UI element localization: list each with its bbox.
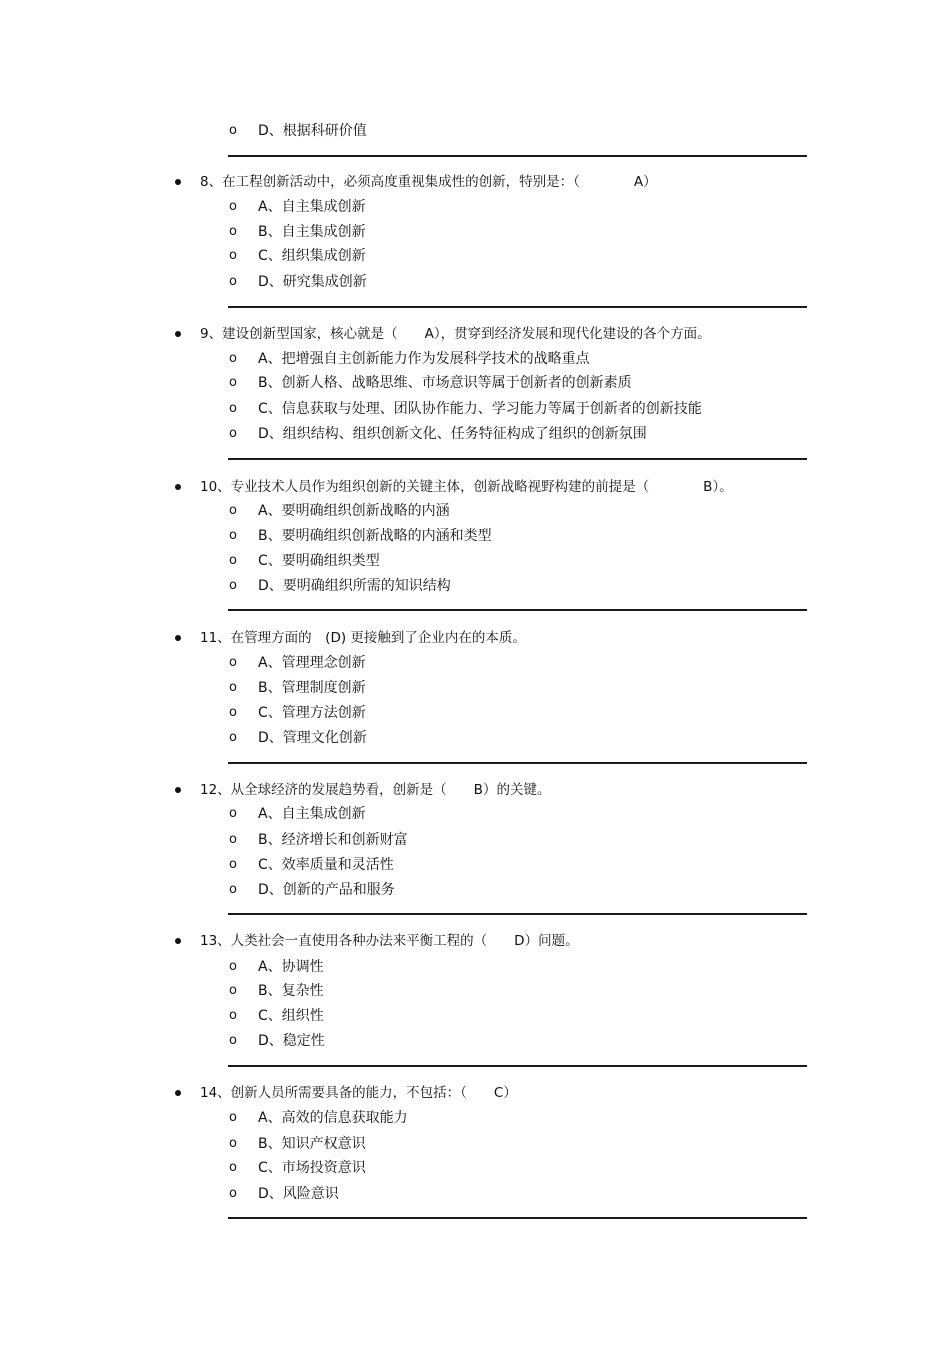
- list-item: [0, 728, 700, 748]
- question-stem: [0, 931, 900, 951]
- sub-bullet: o: [229, 578, 237, 593]
- sub-bullet: o: [229, 224, 237, 239]
- question-stem: [0, 172, 900, 192]
- option-text: B、管理制度创新: [258, 680, 366, 696]
- sub-bullet: o: [229, 528, 237, 543]
- question-stem: [0, 477, 900, 497]
- question-stem: [0, 1083, 900, 1103]
- sub-bullet: o: [229, 351, 237, 366]
- sub-bullet: o: [229, 375, 237, 390]
- divider: [228, 155, 807, 157]
- list-item: [0, 703, 700, 723]
- bullet-icon: [175, 484, 181, 490]
- option-text: B、经济增长和创新财富: [258, 832, 408, 848]
- bullet-icon: [175, 1090, 181, 1096]
- divider: [228, 1217, 807, 1219]
- bullet-icon: [175, 179, 181, 185]
- list-item: [0, 880, 700, 900]
- option-text: A、要明确组织创新战略的内涵: [258, 503, 450, 519]
- question-text: 8、在工程创新活动中，必须高度重视集成性的创新，特别是：（ A）: [200, 174, 657, 190]
- list-item: [0, 678, 700, 698]
- sub-bullet: o: [229, 426, 237, 441]
- list-item: [0, 1108, 700, 1128]
- bullet-icon: [175, 331, 181, 337]
- list-item: [0, 222, 700, 242]
- sub-bullet: o: [229, 248, 237, 263]
- option-text: D、管理文化创新: [258, 730, 367, 746]
- option-text: C、组织集成创新: [258, 248, 366, 264]
- divider: [228, 762, 807, 764]
- list-item: [0, 526, 700, 546]
- sub-bullet: o: [229, 401, 237, 416]
- sub-bullet: o: [229, 274, 237, 289]
- option-text: D、要明确组织所需的知识结构: [258, 578, 451, 594]
- option-text: A、高效的信息获取能力: [258, 1110, 408, 1126]
- option-text: C、市场投资意识: [258, 1160, 366, 1176]
- sub-bullet: o: [229, 680, 237, 695]
- option-text: C、要明确组织类型: [258, 553, 380, 569]
- list-item: [0, 1006, 700, 1026]
- option-text: C、效率质量和灵活性: [258, 857, 394, 873]
- option-text: D、稳定性: [258, 1033, 325, 1049]
- sub-bullet: o: [229, 1186, 237, 1201]
- option-text: D、创新的产品和服务: [258, 882, 395, 898]
- option-text: A、自主集成创新: [258, 806, 366, 822]
- question-text: 10、专业技术人员作为组织创新的关键主体，创新战略视野构建的前提是（ B）。: [200, 479, 733, 495]
- sub-bullet: o: [229, 983, 237, 998]
- divider: [228, 913, 807, 915]
- list-item: [0, 981, 700, 1001]
- list-item: [0, 399, 700, 419]
- list-item: [0, 653, 700, 673]
- option-text: D、根据科研价值: [258, 123, 367, 139]
- option-text: D、风险意识: [258, 1186, 339, 1202]
- list-item: [0, 246, 700, 266]
- question-stem: [0, 780, 900, 800]
- question-text: 12、从全球经济的发展趋势看，创新是（ B）的关键。: [200, 782, 551, 798]
- list-item: [0, 197, 700, 217]
- sub-bullet: o: [229, 1160, 237, 1175]
- list-item: [0, 804, 700, 824]
- sub-bullet: o: [229, 857, 237, 872]
- sub-bullet: o: [229, 1033, 237, 1048]
- sub-bullet: o: [229, 832, 237, 847]
- list-item: [0, 1134, 700, 1154]
- sub-bullet: o: [229, 503, 237, 518]
- list-item: [0, 272, 700, 292]
- list-item: [0, 1184, 700, 1204]
- list-item: [0, 551, 700, 571]
- list-item: [0, 373, 700, 393]
- list-item: [0, 1158, 700, 1178]
- option-text: B、知识产权意识: [258, 1136, 366, 1152]
- sub-bullet: o: [229, 553, 237, 568]
- sub-bullet: o: [229, 655, 237, 670]
- list-item: [0, 830, 700, 850]
- divider: [228, 1065, 807, 1067]
- option-text: B、要明确组织创新战略的内涵和类型: [258, 528, 492, 544]
- question-text: 13、人类社会一直使用各种办法来平衡工程的（ D）问题。: [200, 933, 579, 949]
- divider: [228, 306, 807, 308]
- list-item: [0, 855, 700, 875]
- option-text: A、把增强自主创新能力作为发展科学技术的战略重点: [258, 351, 590, 367]
- list-item: [0, 501, 700, 521]
- option-text: C、组织性: [258, 1008, 324, 1024]
- question-text: 11、在管理方面的 (D) 更接触到了企业内在的本质。: [200, 630, 526, 646]
- list-item: [0, 576, 700, 596]
- option-text: C、管理方法创新: [258, 705, 366, 721]
- divider: [228, 609, 807, 611]
- option-text: A、自主集成创新: [258, 199, 366, 215]
- option-text: B、复杂性: [258, 983, 324, 999]
- sub-bullet: o: [229, 199, 237, 214]
- sub-bullet: o: [229, 959, 237, 974]
- sub-bullet: o: [229, 1110, 237, 1125]
- sub-bullet: o: [229, 882, 237, 897]
- sub-bullet: o: [229, 123, 237, 138]
- option-text: A、协调性: [258, 959, 324, 975]
- list-item: [0, 424, 700, 444]
- question-text: 14、创新人员所需要具备的能力，不包括：（ C）: [200, 1085, 517, 1101]
- question-stem: [0, 628, 900, 648]
- list-item: [0, 957, 700, 977]
- option-text: B、自主集成创新: [258, 224, 366, 240]
- list-item: [0, 121, 700, 141]
- question-text: 9、建设创新型国家，核心就是（ A），贯穿到经济发展和现代化建设的各个方面。: [200, 326, 711, 342]
- option-text: A、管理理念创新: [258, 655, 366, 671]
- sub-bullet: o: [229, 705, 237, 720]
- option-text: D、研究集成创新: [258, 274, 367, 290]
- bullet-icon: [175, 938, 181, 944]
- question-stem: [0, 324, 900, 344]
- option-text: C、信息获取与处理、团队协作能力、学习能力等属于创新者的创新技能: [258, 401, 702, 417]
- sub-bullet: o: [229, 730, 237, 745]
- option-text: D、组织结构、组织创新文化、任务特征构成了组织的创新氛围: [258, 426, 647, 442]
- list-item: [0, 349, 700, 369]
- divider: [228, 458, 807, 460]
- sub-bullet: o: [229, 806, 237, 821]
- sub-bullet: o: [229, 1136, 237, 1151]
- sub-bullet: o: [229, 1008, 237, 1023]
- bullet-icon: [175, 635, 181, 641]
- option-text: B、创新人格、战略思维、市场意识等属于创新者的创新素质: [258, 375, 632, 391]
- list-item: [0, 1031, 700, 1051]
- bullet-icon: [175, 787, 181, 793]
